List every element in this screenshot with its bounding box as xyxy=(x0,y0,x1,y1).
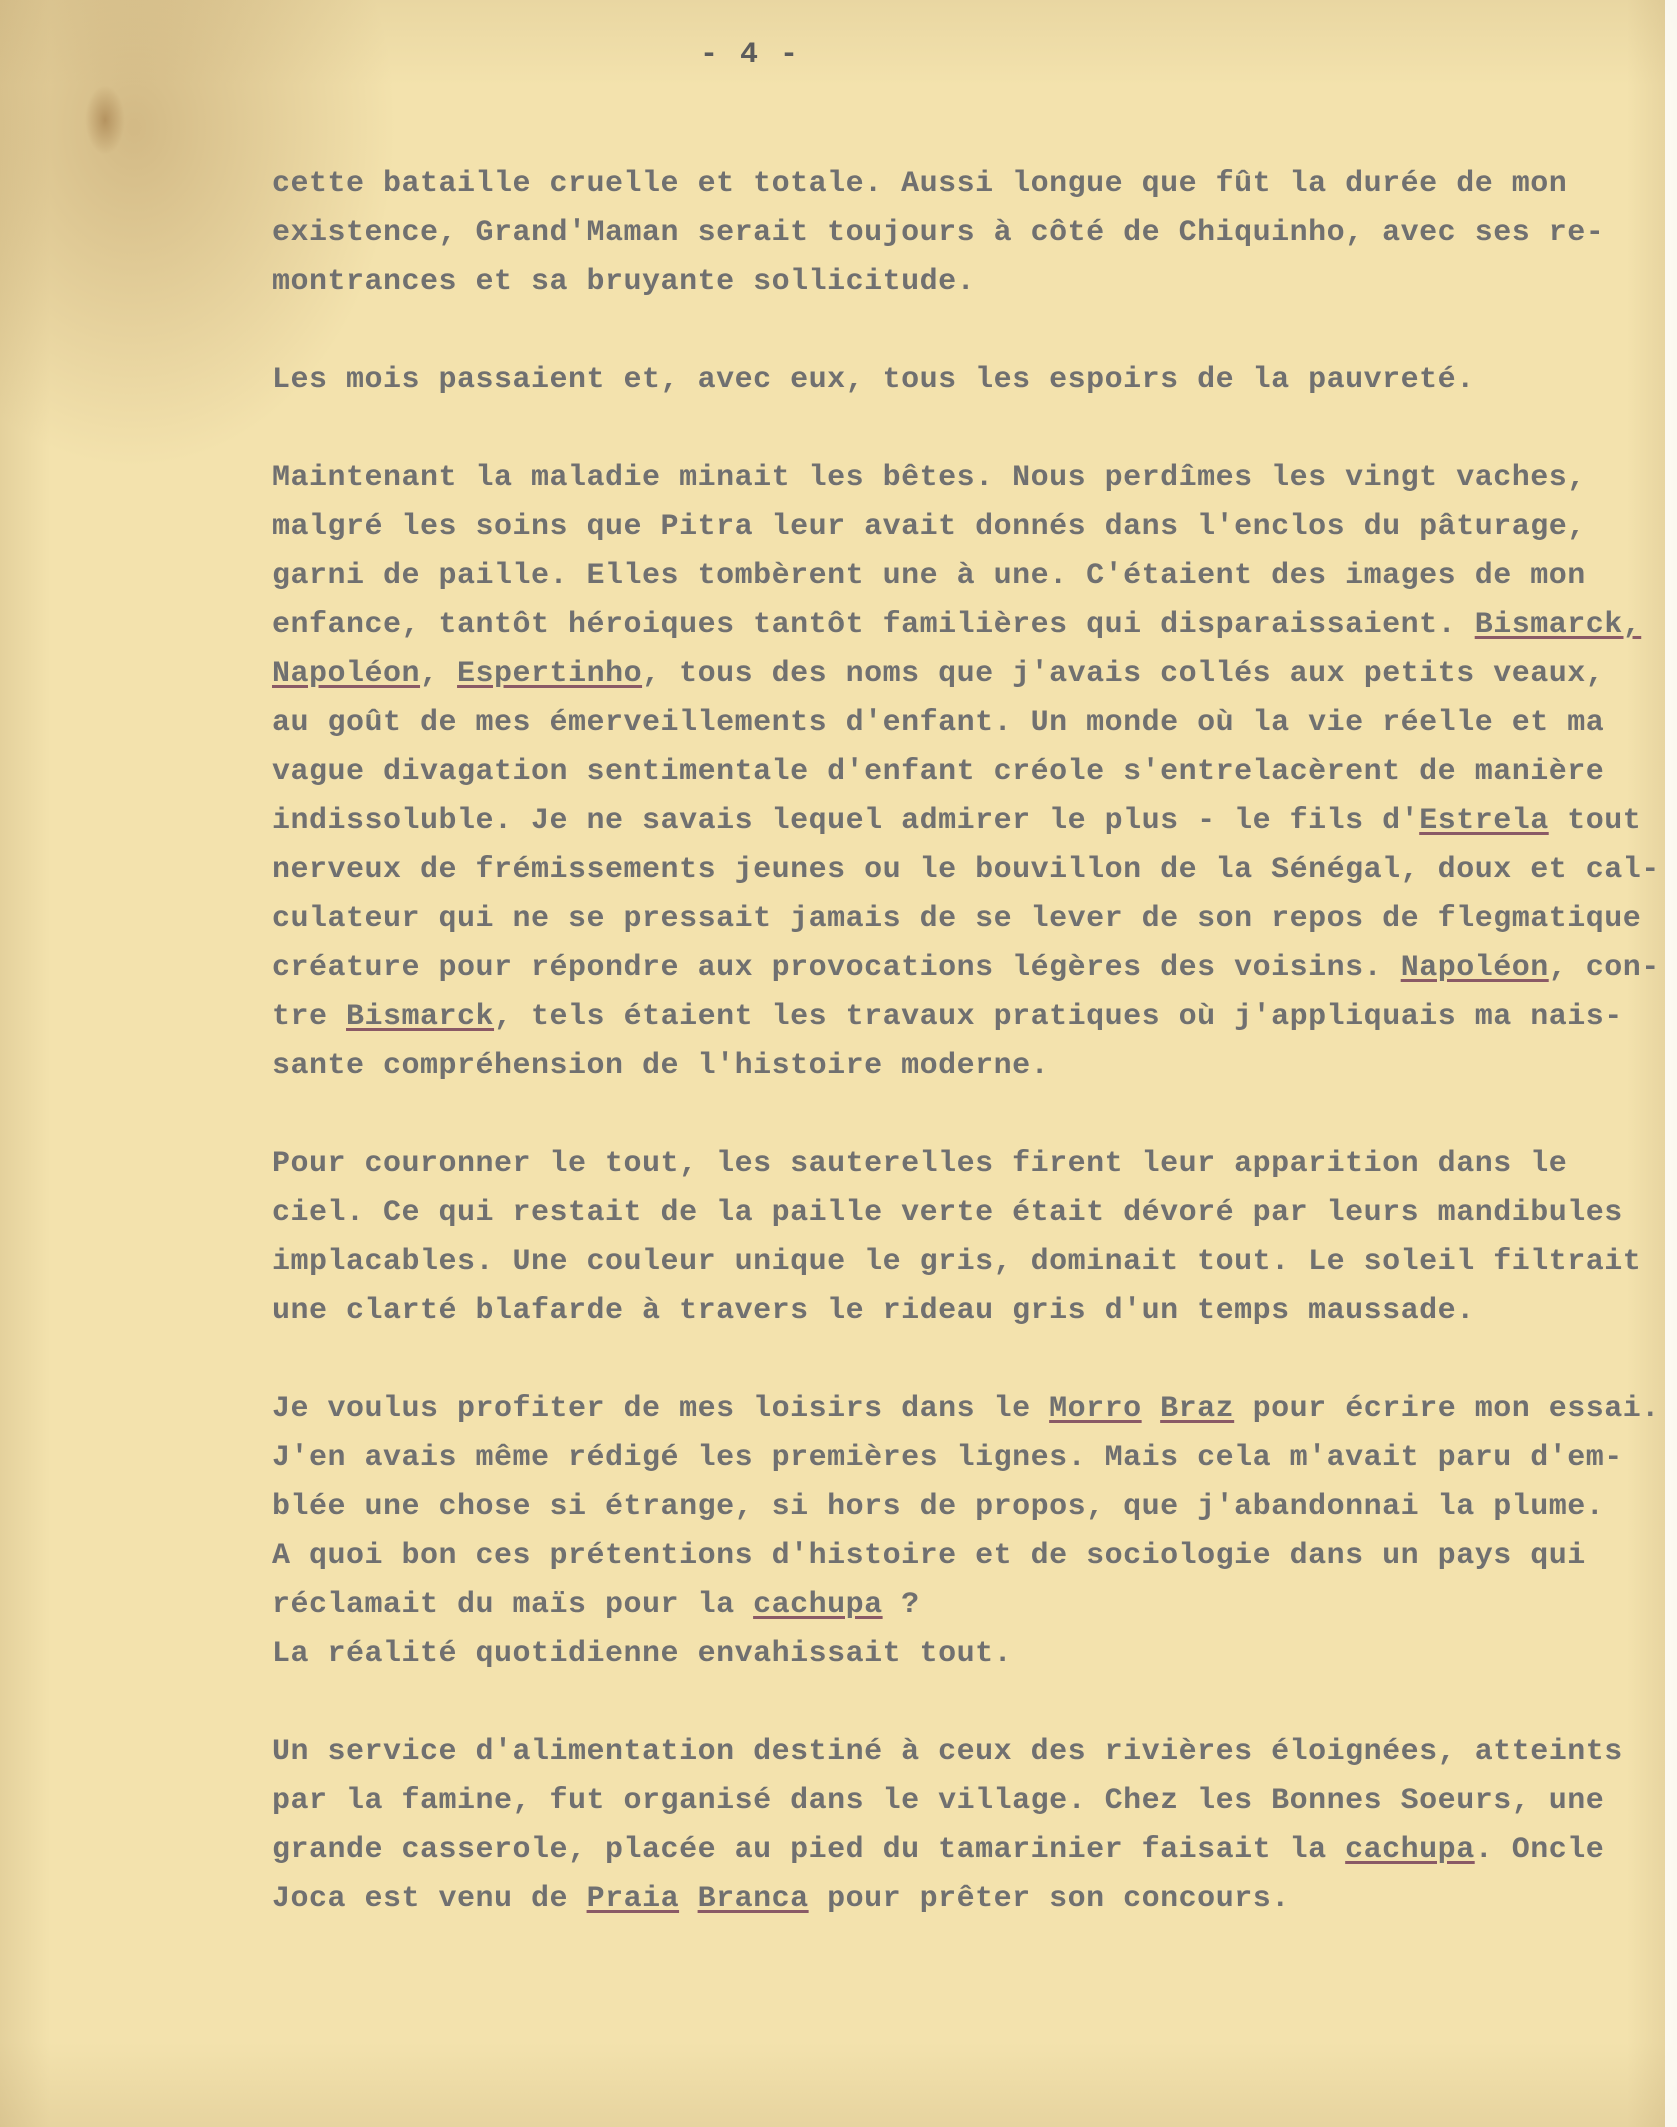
text-segment: Joca est venu de xyxy=(272,1882,587,1916)
paper-stain xyxy=(85,85,125,155)
text-line xyxy=(272,1140,1652,1189)
typed-text-body xyxy=(272,160,1660,1924)
text-segment: blée une chose si étrange, si hors de propos, que j'abandonnai la plume. xyxy=(272,1490,1605,1524)
text-line xyxy=(272,1434,1652,1483)
text-segment: Maintenant la maladie minait les bêtes. Nous perdîmes les vingt vaches, xyxy=(272,461,1586,495)
page-number: - 4 - xyxy=(700,38,801,72)
text-segment: Je voulus profiter de mes loisirs dans le xyxy=(272,1392,1050,1426)
text-segment: au goût de mes émerveillements d'enfant. Un monde où la vie réelle et ma xyxy=(272,706,1605,740)
text-segment: La réalité quotidienne envahissait tout. xyxy=(272,1637,1013,1671)
text-line xyxy=(272,895,1652,944)
text-segment: Pour couronner le tout, les sauterelles firent leur apparition dans le xyxy=(272,1147,1568,1181)
text-line xyxy=(272,1581,1652,1630)
text-segment: . Oncle xyxy=(1474,1833,1605,1867)
underlined-name: cachupa xyxy=(1345,1833,1475,1867)
text-line xyxy=(272,797,1652,846)
text-line xyxy=(272,1189,1652,1238)
text-segment: culateur qui ne se pressait jamais de se lever de son repos de flegmatique xyxy=(272,902,1642,936)
text-line xyxy=(272,1826,1652,1875)
paragraph xyxy=(272,454,1660,1091)
text-segment: sante compréhension de l'histoire moderne. xyxy=(272,1049,1050,1083)
text-segment: , xyxy=(420,657,458,691)
text-segment: grande casserole, placée au pied du tamarinier faisait la xyxy=(272,1833,1346,1867)
underlined-name: cachupa xyxy=(753,1588,883,1622)
text-segment: nerveux de frémissements jeunes ou le bouvillon de la Sénégal, doux et cal- xyxy=(272,853,1660,887)
text-line xyxy=(272,748,1652,797)
underlined-name: Morro xyxy=(1049,1392,1142,1426)
text-line xyxy=(272,699,1652,748)
text-line xyxy=(272,944,1660,993)
paragraph xyxy=(272,356,1652,405)
page-edge xyxy=(1665,0,1677,2127)
paragraph xyxy=(272,1728,1652,1924)
text-segment: A quoi bon ces prétentions d'histoire et de sociologie dans un pays qui xyxy=(272,1539,1586,1573)
text-segment: ciel. Ce qui restait de la paille verte était dévoré par leurs mandibules xyxy=(272,1196,1623,1230)
underlined-name: Napoléon xyxy=(272,657,421,691)
text-line xyxy=(272,209,1652,258)
text-segment: par la famine, fut organisé dans le village. Chez les Bonnes Soeurs, une xyxy=(272,1784,1605,1818)
text-segment: montrances et sa bruyante sollicitude. xyxy=(272,265,976,299)
text-line xyxy=(272,1238,1652,1287)
text-line xyxy=(272,650,1652,699)
text-segment: une clarté blafarde à travers le rideau gris d'un temps maussade. xyxy=(272,1294,1475,1328)
text-line xyxy=(272,1532,1652,1581)
text-segment xyxy=(1142,1392,1161,1426)
paragraph-gap xyxy=(272,1091,1652,1140)
text-segment xyxy=(679,1882,698,1916)
text-line xyxy=(272,1875,1652,1924)
underlined-name: Praia xyxy=(586,1882,680,1916)
underlined-name: Estrela xyxy=(1419,804,1549,838)
text-segment: J'en avais même rédigé les premières lignes. Mais cela m'avait paru d'em- xyxy=(272,1441,1623,1475)
text-line xyxy=(272,258,1652,307)
text-line xyxy=(272,552,1652,601)
text-line xyxy=(272,160,1652,209)
text-segment: implacables. Une couleur unique le gris, dominait tout. Le soleil filtrait xyxy=(272,1245,1642,1279)
underlined-name: Bismarck, xyxy=(1474,608,1642,642)
text-segment: existence, Grand'Maman serait toujours à côté de Chiquinho, avec ses re- xyxy=(272,216,1605,250)
underlined-name: Braz xyxy=(1160,1392,1235,1426)
text-segment: malgré les soins que Pitra leur avait donnés dans l'enclos du pâturage, xyxy=(272,510,1586,544)
underlined-name: Napoléon xyxy=(1400,951,1549,985)
text-segment: garni de paille. Elles tombèrent une à une. C'étaient des images de mon xyxy=(272,559,1586,593)
text-segment: enfance, tantôt héroiques tantôt familières qui disparaissaient. xyxy=(272,608,1475,642)
underlined-name: Branca xyxy=(697,1882,809,1916)
text-segment: pour prêter son concours. xyxy=(808,1882,1290,1916)
paragraph-gap xyxy=(272,1679,1652,1728)
text-line xyxy=(272,1777,1652,1826)
paragraph xyxy=(272,1385,1660,1679)
text-segment: Les mois passaient et, avec eux, tous les espoirs de la pauvreté. xyxy=(272,363,1475,397)
text-segment: pour écrire mon essai. xyxy=(1234,1392,1660,1426)
text-segment: , tels étaient les travaux pratiques où j'appliquais ma nais- xyxy=(494,1000,1623,1034)
text-line xyxy=(272,601,1652,650)
text-segment: réclamait du maïs pour la xyxy=(272,1588,754,1622)
text-segment: , con- xyxy=(1548,951,1660,985)
text-line xyxy=(272,454,1652,503)
text-line xyxy=(272,1630,1652,1679)
paragraph xyxy=(272,160,1652,307)
text-segment: tre xyxy=(272,1000,347,1034)
paragraph xyxy=(272,1140,1652,1336)
paragraph-gap xyxy=(272,1336,1652,1385)
text-segment: Un service d'alimentation destiné à ceux des rivières éloignées, atteints xyxy=(272,1735,1623,1769)
text-segment: cette bataille cruelle et totale. Aussi longue que fût la durée de mon xyxy=(272,167,1568,201)
text-line xyxy=(272,1287,1652,1336)
text-segment: vague divagation sentimentale d'enfant créole s'entrelacèrent de manière xyxy=(272,755,1605,789)
text-segment: , tous des noms que j'avais collés aux petits veaux, xyxy=(642,657,1605,691)
text-line xyxy=(272,1385,1660,1434)
text-segment: indissoluble. Je ne savais lequel admirer le plus - le fils d' xyxy=(272,804,1420,838)
text-segment: ? xyxy=(882,1588,920,1622)
text-line xyxy=(272,1483,1652,1532)
paragraph-gap xyxy=(272,405,1652,454)
text-line xyxy=(272,356,1652,405)
text-line xyxy=(272,1042,1652,1091)
text-segment: tout xyxy=(1548,804,1642,838)
text-line xyxy=(272,993,1652,1042)
text-line xyxy=(272,846,1660,895)
text-line xyxy=(272,1728,1652,1777)
text-line xyxy=(272,503,1652,552)
underlined-name: Espertinho xyxy=(457,657,643,691)
text-segment: créature pour répondre aux provocations légères des voisins. xyxy=(272,951,1401,985)
underlined-name: Bismarck xyxy=(346,1000,495,1034)
paragraph-gap xyxy=(272,307,1652,356)
